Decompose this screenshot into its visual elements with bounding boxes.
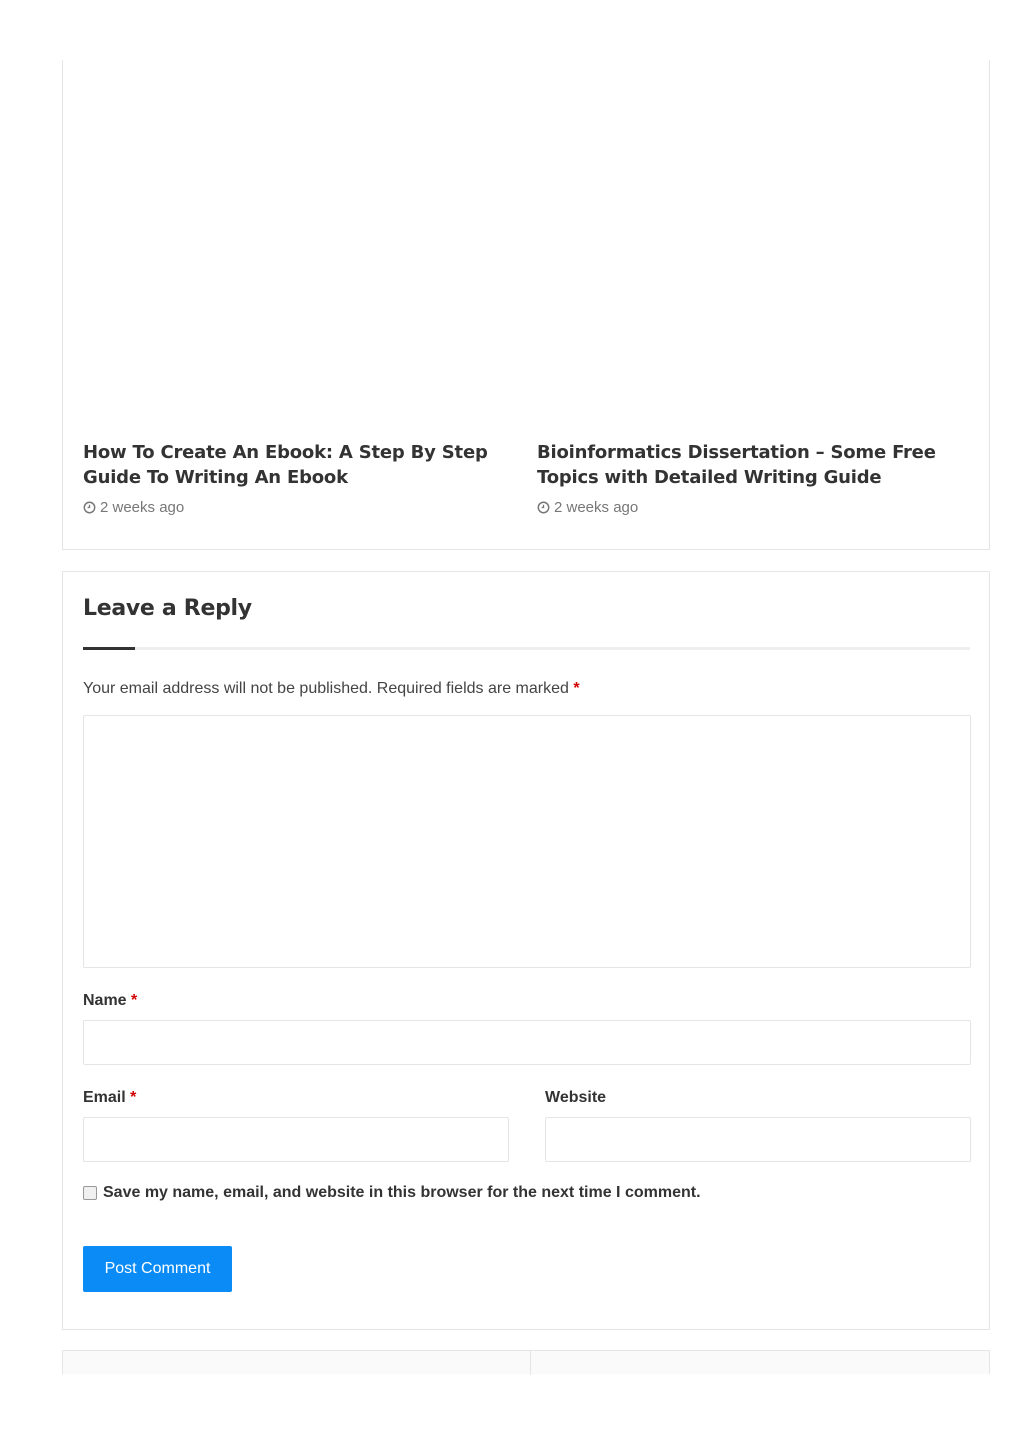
cookies-consent-checkbox[interactable] — [83, 1186, 97, 1200]
heading-divider — [83, 647, 970, 650]
name-label — [83, 992, 137, 1010]
post-navigation — [62, 1350, 990, 1374]
required-mark: * — [573, 680, 580, 697]
post-thumbnail-link[interactable] — [537, 70, 977, 420]
post-thumbnail-link[interactable] — [83, 70, 515, 420]
cookies-consent — [83, 1184, 701, 1202]
email-label — [83, 1089, 136, 1107]
post-navigation-divider — [530, 1351, 531, 1375]
name-input[interactable] — [83, 1020, 971, 1065]
related-post — [83, 440, 515, 516]
related-post — [537, 440, 977, 516]
required-mark: * — [131, 992, 138, 1009]
cookies-consent-label[interactable]: Save my name, email, and website in this browser for the next time I comment. — [103, 1184, 701, 1201]
website-input[interactable] — [545, 1117, 971, 1162]
comment-textarea[interactable] — [83, 715, 971, 968]
related-posts — [62, 60, 990, 550]
name-label-text: Name — [83, 992, 127, 1009]
required-mark: * — [130, 1089, 137, 1106]
comment-notes — [83, 680, 580, 698]
email-label-text: Email — [83, 1089, 126, 1106]
comment-notes-text: Your email address will not be published. Required fields are marked — [83, 680, 569, 697]
clock-icon — [537, 501, 550, 514]
post-date — [537, 499, 977, 516]
post-date-text: 2 weeks ago — [554, 499, 639, 516]
clock-icon — [83, 501, 96, 514]
post-comment-button[interactable]: Post Comment — [83, 1246, 232, 1292]
post-date-text: 2 weeks ago — [100, 499, 185, 516]
reply-heading: Leave a Reply — [83, 596, 252, 621]
post-date — [83, 499, 515, 516]
related-post-title-link[interactable]: Bioinformatics Dissertation – Some Free Topics with Detailed Writing Guide — [537, 442, 936, 488]
email-input[interactable] — [83, 1117, 509, 1162]
related-post-title-link[interactable]: How To Create An Ebook: A Step By Step Guide To Writing An Ebook — [83, 442, 488, 488]
comment-form-section — [62, 571, 990, 1330]
website-label-text: Website — [545, 1089, 607, 1106]
heading-divider-accent — [83, 647, 135, 650]
website-label — [545, 1089, 606, 1107]
